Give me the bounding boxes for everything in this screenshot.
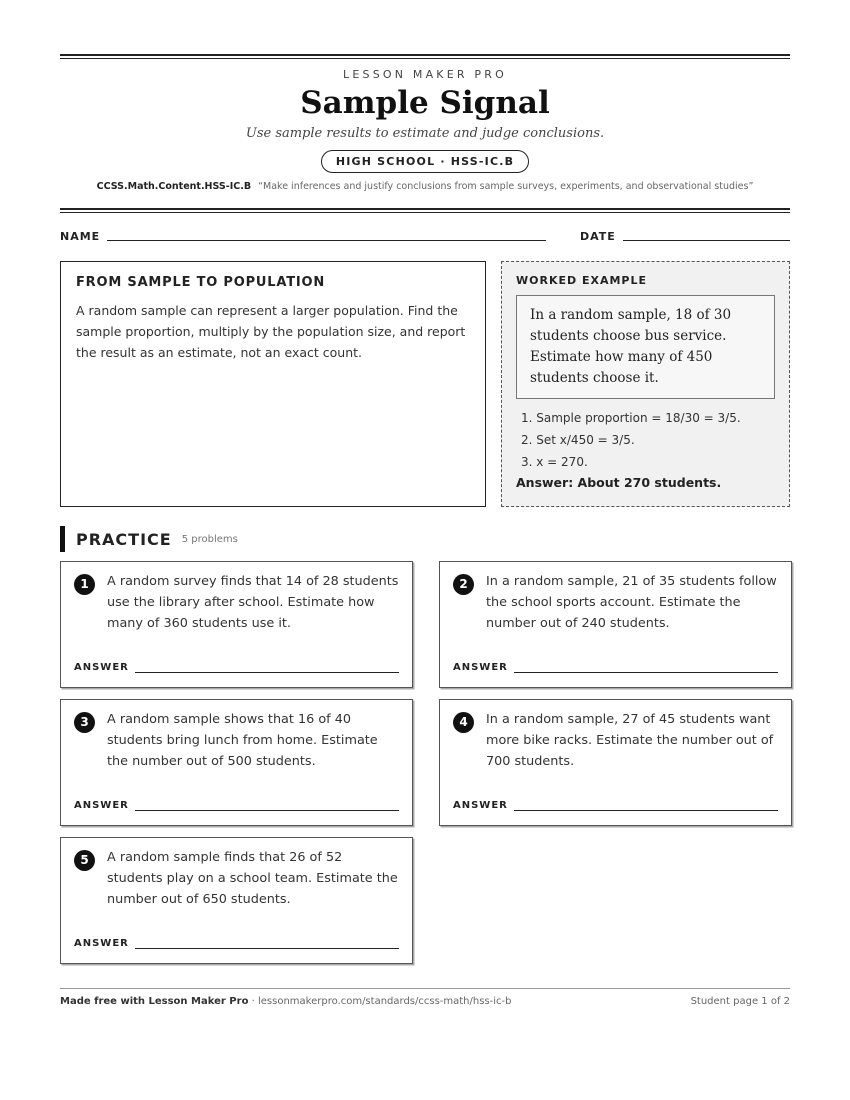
worked-step: 3. x = 270. [521, 455, 588, 469]
practice-problem-3 [60, 699, 413, 826]
practice-problem-2 [439, 561, 792, 688]
date-field[interactable] [623, 240, 790, 241]
worked-step: 1. Sample proportion = 18/30 = 3/5. [521, 411, 741, 425]
problem-text: A random sample finds that 26 of 52 students play on a school team. Estimate the number out of 650 students. [107, 850, 398, 907]
practice-problem-5 [60, 837, 413, 964]
answer-label: ANSWER [74, 800, 129, 811]
practice-header [60, 526, 238, 552]
worked-step: 2. Set x/450 = 3/5. [521, 433, 635, 447]
answer-field[interactable] [135, 672, 399, 673]
answer-field[interactable] [514, 810, 778, 811]
worked-example-answer: Answer: About 270 students. [516, 475, 722, 490]
footer-made-with: Made free with Lesson Maker Pro [60, 996, 249, 1007]
problem-number-badge: 3 [74, 712, 95, 733]
problem-number-badge: 2 [453, 574, 474, 595]
brand-name: LESSON MAKER PRO [343, 68, 507, 81]
problem-number-badge: 1 [74, 574, 95, 595]
answer-label: ANSWER [74, 662, 129, 673]
answer-field[interactable] [135, 948, 399, 949]
standard-text: “Make inferences and justify conclusions from sample surveys, experiments, and observational studies” [258, 181, 754, 192]
answer-label: ANSWER [74, 938, 129, 949]
worked-example-box [501, 261, 790, 507]
worked-example-heading: WORKED EXAMPLE [516, 274, 647, 287]
worked-example-steps [516, 407, 775, 473]
name-label: NAME [60, 230, 101, 243]
practice-problem-1 [60, 561, 413, 688]
level-badge: HIGH SCHOOL · HSS-IC.B [321, 150, 529, 173]
page-title: Sample Signal [300, 85, 550, 121]
answer-label: ANSWER [453, 800, 508, 811]
problem-text: A random survey finds that 14 of 28 students use the library after school. Estimate how many of 360 students use it. [107, 574, 399, 631]
answer-field[interactable] [514, 672, 778, 673]
intro-heading: FROM SAMPLE TO POPULATION [76, 275, 326, 290]
worksheet-page [60, 54, 790, 1007]
name-date-row [60, 230, 790, 250]
problem-number-badge: 5 [74, 850, 95, 871]
practice-title: PRACTICE [76, 529, 172, 549]
page-subtitle: Use sample results to estimate and judge conclusions. [245, 126, 605, 141]
footer-url[interactable]: · lessonmakerpro.com/standards/ccss-math/hss-ic-b [248, 996, 512, 1007]
header-top-rule [60, 54, 790, 59]
header-bottom-rule [60, 208, 790, 213]
answer-field[interactable] [135, 810, 399, 811]
practice-count: 5 problems [181, 533, 238, 545]
practice-problem-4 [439, 699, 792, 826]
intro-box [60, 261, 486, 507]
standard-line [60, 181, 790, 192]
intro-body: A random sample can represent a larger population. Find the sample proportion, multiply by the population size, and report the result as an estimate, not an exact count. [76, 303, 466, 360]
problem-text: A random sample shows that 16 of 40 students bring lunch from home. Estimate the number out of 500 students. [107, 712, 378, 769]
answer-label: ANSWER [453, 662, 508, 673]
date-label: DATE [580, 230, 616, 243]
problem-text: In a random sample, 27 of 45 students want more bike racks. Estimate the number out of 700 students. [486, 712, 774, 769]
standard-code: CCSS.Math.Content.HSS-IC.B [96, 181, 252, 192]
footer-page-number: Student page 1 of 2 [690, 996, 790, 1007]
name-field[interactable] [107, 240, 546, 241]
problem-text: In a random sample, 21 of 35 students follow the school sports account. Estimate the number out of 240 students. [486, 574, 777, 631]
worked-example-problem: In a random sample, 18 of 30 students choose bus service. Estimate how many of 450 students choose it. [516, 295, 775, 399]
page-footer [60, 988, 790, 1007]
problem-number-badge: 4 [453, 712, 474, 733]
